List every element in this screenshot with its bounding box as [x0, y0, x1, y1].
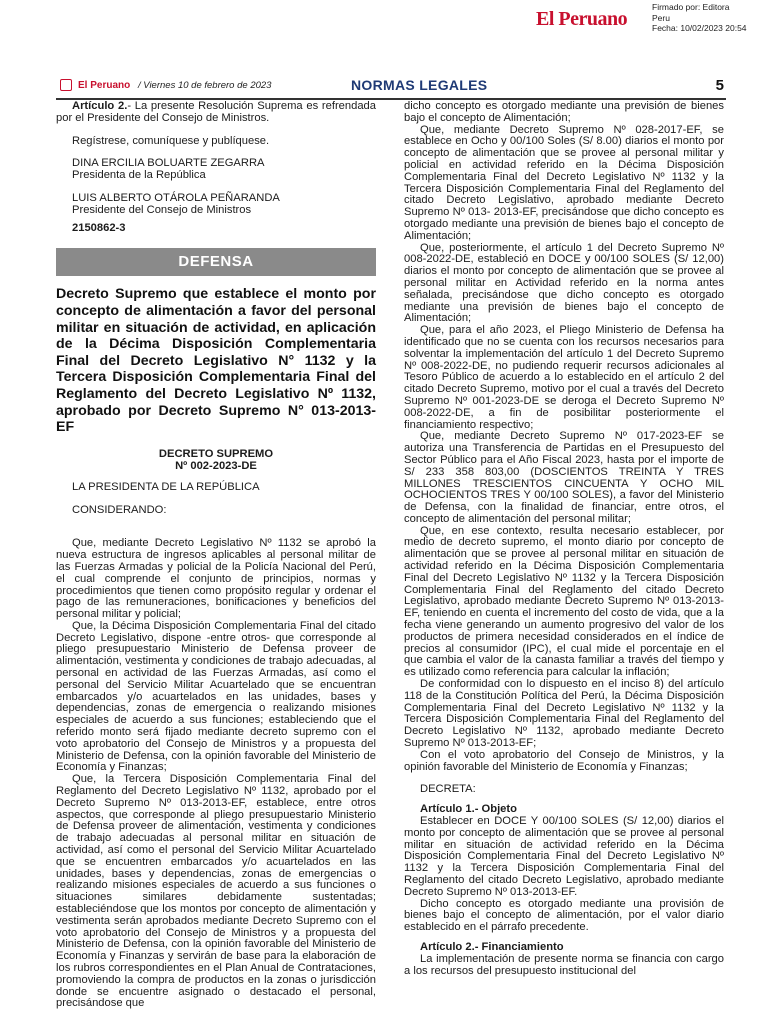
considering-paragraph: Que, mediante Decreto Supremo Nº 028-2017-EF, se establece en Ocho y 00/100 Soles (S/ 8.00) diarios el monto por concepto de alimentación que se provee al personal militar y policial en actividad referido en la Décima Disposición Complementaria Final del Decreto Legislativo Nº 1132 y la Tercera Disposición Complementaria Final del Reglamento del citado Decreto Legislativo, aprobado mediante Decreto Supremo Nº 013- 2013-EF, precisándose que dicho concepto es otorgado mediante una previsión de bienes bajo el concepto de Alimentación;	[404, 123, 724, 242]
decree-number: Nº 002-2023-DE	[175, 459, 257, 472]
signer-1-name: DINA ERCILIA BOLUARTE ZEGARRA	[72, 157, 265, 170]
signer-1-role: Presidenta de la República	[72, 169, 206, 182]
article-1-title: Artículo 1.- Objeto	[420, 803, 517, 816]
closing-formula: Regístrese, comuníquese y publíquese.	[72, 134, 270, 147]
page-number: 5	[715, 77, 724, 94]
header-date: / Viernes 10 de febrero de 2023	[138, 80, 272, 91]
page-header	[56, 76, 726, 100]
article-1-text: Establecer en DOCE Y 00/100 SOLES (S/ 12,00) diarios el monto por concepto de alimentación que se provee al personal militar en situación de actividad referido en la Décima Disposición Complementaria Final del Decreto Legislativo Nº 1132 y la Tercera Disposición Complementaria Final del Reglamento del citado Decreto Legislativo, aprobado mediante Decreto Supremo Nº 013-2013-EF.	[404, 815, 724, 898]
header-section-title: NORMAS LEGALES	[351, 77, 488, 93]
signature-line: Peru	[652, 12, 670, 23]
signature-line: Fecha: 10/02/2023 20:54	[652, 23, 747, 33]
considering-paragraph: De conformidad con lo dispuesto en el inciso 8) del artículo 118 de la Constitución Política del Perú, la Décima Disposición Complementaria Final del Decreto Legislativo Nº 1132 y la Tercera Disposición Complementaria Final del Reglamento del Decreto Legislativo Nº 1132, aprobado mediante Decreto Supremo Nº 013-2013-EF;	[404, 678, 724, 750]
section-banner-label: DEFENSA	[178, 253, 254, 271]
considering-paragraph: Que, mediante Decreto Legislativo Nº 1132 se aprobó la nueva estructura de ingresos aplicables al personal militar de las Fuerzas Armadas y policial de la Policía Nacional del Perú, el cual comprende el conjunto de principios, normas y procedimientos que tienen como propósito regular y ordenar el pago de las remuneraciones, bonificaciones y beneficios del personal militar y policial;	[56, 537, 376, 621]
signer-2-name: LUIS ALBERTO OTÁROLA PEÑARANDA	[72, 191, 280, 204]
document-code: 2150862-3	[72, 221, 126, 234]
signature-line: Firmado por: Editora	[652, 2, 730, 12]
decree-heading	[56, 448, 376, 472]
digital-signature	[652, 2, 747, 34]
section-banner	[56, 248, 376, 276]
continued-paragraph: dicho concepto es otorgado mediante una previsión de bienes bajo el concepto de Alimentación;	[404, 100, 724, 124]
presidency-line: LA PRESIDENTA DE LA REPÚBLICA	[72, 480, 260, 493]
right-column	[404, 101, 724, 977]
considering-paragraph: Que, para el año 2023, el Pliego Ministerio de Defensa ha identificado que no se cuenta con los recursos necesarios para solventar la implementación del artículo 1 del Decreto Supremo Nº 008-2022-DE, no pudiendo requerir recursos adicionales al Tesoro Público de acuerdo a lo establecido en el artículo 2 del citado Decreto Supremo, motivo por el cual a través del Decreto Supremo Nº 001-2023-DE se deroga el Decreto Supremo Nº 008-2022-DE, a fin de posibilitar posteriormente el financiamiento respectivo;	[404, 324, 724, 431]
header-brand: El Peruano	[78, 80, 131, 91]
decree-label: DECRETO SUPREMO	[158, 447, 274, 460]
considering-paragraph: Que, mediante Decreto Supremo Nº 017-2023-EF se autoriza una Transferencia de Partidas en el Presupuesto del Sector Público para el Año Fiscal 2023, hasta por el importe de S/ 233 358 803,00 (DOSCIENTOS TREINTA Y TRES MILLONES TRESCIENTOS CINCUENTA Y OCHO MIL OCHOCIENTOS TRES Y 00/100 SOLES), a favor del Ministerio de Defensa, con la finalidad de financiar, entre otros, el concepto de alimentación del personal militar;	[404, 430, 724, 525]
article-2-text: - La presente Resolución Suprema es refrendada por el Presidente del Consejo de Ministros.	[56, 100, 376, 124]
considering-paragraph: Que, posteriormente, el artículo 1 del Decreto Supremo Nº 008-2022-DE, estableció en DOCE y 00/100 SOLES (S/ 12,00) diarios el monto por concepto de alimentación que se provee al personal militar en Actividad referido en la norma antes señalada, precisándose que dicho concepto es otorgado mediante una previsión de bienes bajo el concepto de Alimentación;	[404, 241, 724, 325]
considering-paragraph: Con el voto aprobatorio del Consejo de Ministros, y la opinión favorable del Ministerio de Economía y Finanzas;	[404, 748, 724, 773]
decreta-label: DECRETA:	[420, 783, 476, 796]
decree-title: Decreto Supremo que establece el monto por concepto de alimentación a favor del personal militar en situación de actividad, en aplicación de la Décima Disposición Complementaria Final del Decreto Legislativo N° 1132 y la Tercera Disposición Complementaria Final del Reglamento del Decreto Legislativo Nº 1132, aprobado por Decreto Supremo N° 013-2013-EF	[56, 286, 376, 436]
signer-2-role: Presidente del Consejo de Ministros	[72, 203, 252, 216]
considering-paragraph: Que, la Décima Disposición Complementaria Final del citado Decreto Legislativo, dispone -entre otros- que corresponde al pliego presupuestario Ministerio de Defensa proveer de alimentación, vestimenta y condiciones de trabajo adecuadas, al personal en actividad de las Fuerzas Armadas, así como el personal del Servicio Militar Acuartelado que se encuentran embarcados y/o acuartelados en las unidades, bases y dependencias, zonas de emergencia o realizando misiones especiales de acuerdo a sus funciones; estableciendo que el referido monto será fijado mediante decreto supremo con el voto aprobatorio del Consejo de Ministros y a propuesta del Ministerio de Defensa, con la opinión favorable del Ministerio de Economía y Finanzas;	[56, 619, 376, 774]
article-1-text-2: Dicho concepto es otorgado mediante una provisión de bienes bajo el concepto de alimentación, por el valor diario establecido en el párrafo precedente.	[404, 897, 724, 934]
article-2-body: La implementación de presente norma se financia con cargo a los recursos del presupuesto institucional del	[404, 952, 724, 977]
article-2-title: Artículo 2.- Financiamiento	[420, 940, 564, 953]
considering-label: CONSIDERANDO:	[72, 503, 167, 516]
considering-paragraph: Que, en ese contexto, resulta necesario establecer, por medio de decreto supremo, el monto diario por concepto de alimentación que se provee al personal militar en situación de actividad referido en la Décima Disposición Complementaria Final del Decreto Legislativo Nº 1132 y la Tercera Disposición Complementaria Final del Reglamento del citado Decreto Legislativo, aprobado mediante Decreto Supremo Nº 013-2013-EF, teniendo en cuenta el incremento del costo de vida, que a la fecha viene generando un aumento progresivo del valor de los productos de primera necesidad considerados en el índice de precios al consumidor (IPC), el cual mide el porcentaje en el que cambia el valor de la canasta familiar a través del tiempo y es utilizado como referencia para calcular la inflación;	[404, 524, 724, 679]
article-2-paragraph	[56, 101, 376, 125]
article-2-lead: Artículo 2.	[72, 100, 128, 112]
el-peruano-logo: El Peruano	[536, 8, 628, 30]
left-column	[56, 101, 376, 1010]
considering-paragraph: Que, la Tercera Disposición Complementaria Final del Reglamento del Decreto Legislativo Nº 1132, aprobado por el Decreto Supremo Nº 013-2013-EF, establece, entre otros aspectos, que corresponde al pliego presupuestario Ministerio de Defensa proveer de alimentación, vestimenta y condiciones de trabajo adecuadas al personal militar en situación de actividad, así como el personal del Servicio Militar Acuartelado que se encuentren embarcados y/o acuartelados en las unidades, bases y dependencias, zonas de emergencias o realizando misiones especiales de acuerdo a sus funciones o situaciones similares debidamente sustentadas; estableciéndose que los montos por concepto de alimentación y vestimenta serán aprobados mediante Decreto Supremo con el voto aprobatorio del Consejo de Ministros y a propuesta del Ministerio de Defensa, con la opinión favorable del Ministerio de Economía y Finanzas y servirán de base para la elaboración de los rubros correspondientes en el Plan Anual de Contrataciones, promoviendo la compra de productos en la zonas o jurisdicción donde se encuentre asignado o destacado el personal, precisándose que	[56, 773, 376, 1010]
el-peruano-emblem-icon	[60, 79, 72, 91]
